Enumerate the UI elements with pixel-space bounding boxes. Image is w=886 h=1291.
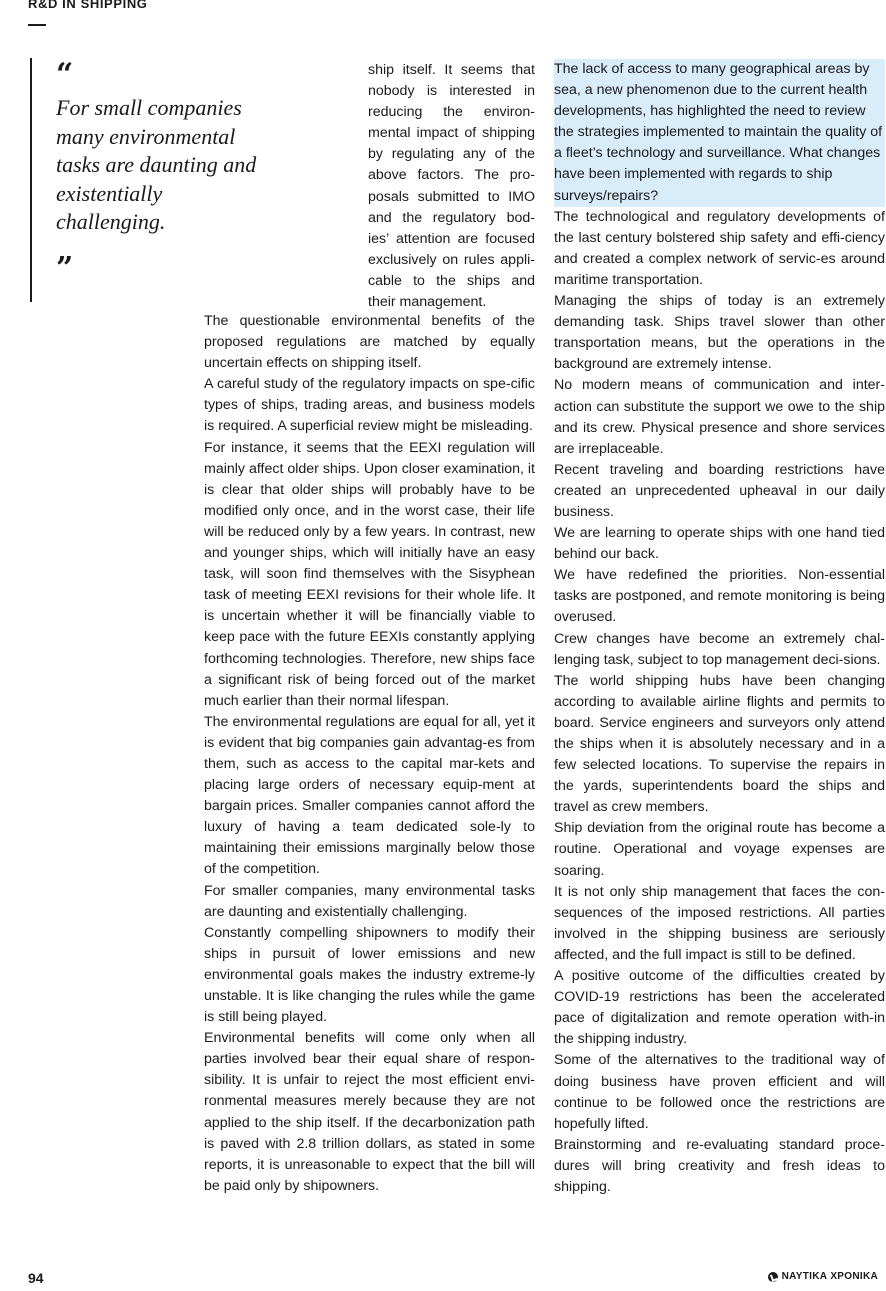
paragraph: ship itself. It seems that nobody is interested in reducing the environ-mental impact of shipping by regulating any of the above factors. The pro-posals submitted to IMO and the regulatory bod-ies’ attention are focused exclusively on rules appli-cable to the ships and their management. [368,62,535,311]
interview-question-text: The lack of access to many geographical areas by sea, a new phenomenon due to the current health developments, has highlighted the need to review the strategies implemented to maintain the quality of a fleet’s technology and surveillance. What changes have been implemented with regards to ship surveys/repairs? [554,61,883,204]
page-number: 94 [28,1270,44,1286]
pullquote [30,57,257,302]
paragraph: The world shipping hubs have been changing according to available airline flights and permits to board. Service engineers and surveyors only attend the ships when it is absolutely necessary and in a few selected locations. To supervise the repairs in the yards, superintendents board the ships and travel as crew members. [554,672,885,816]
paragraph: Managing the ships of today is an extremely demanding task. Ships travel slower than other transportation means, but the operations in the background are extremely intense. [554,293,885,373]
paragraph: No modern means of communication and inter-action can substitute the support we owe to the ship and its crew. Physical presence and shore services are irreplaceable. [554,377,885,457]
paragraph: The technological and regulatory developments of the last century bolstered ship safety and effi-ciency and created a complex network of servic-es around maritime transportation. [554,208,885,288]
paragraph: For smaller companies, many environmental tasks are daunting and existentially challenging. [204,882,535,920]
paragraph: Constantly compelling shipowners to modify their ships in pursuit of lower emissions and new environmental goals makes the industry extreme-ly unstable. It is like changing the rules while the game is still being played. [204,924,535,1026]
column-b [204,311,535,1197]
paragraph: Crew changes have become an extremely chal-lenging task, subject to top management deci-sions. [554,630,885,668]
publication-name: ΝΑΥΤΙΚΑ ΧΡΟΝΙΚΑ [781,1271,878,1282]
interview-question [554,59,885,207]
paragraph: The environmental regulations are equal for all, yet it is evident that big companies gain advantag-es from them, such as access to the capital mar-kets and placing large orders of necessary equip-ment at bargain prices. Smaller companies cannot afford the luxury of having a team dedicated sole-ly to maintaining their emissions marginally below those of the competition. [204,713,535,878]
paragraph: Recent traveling and boarding restrictions have created an unprecedented upheaval in our daily business. [554,461,885,520]
pullquote-text: For small companies many environmental tasks are daunting and existentially challenging. [56,95,257,234]
paragraph: The questionable environmental benefits of the proposed regulations are matched by equally uncertain effects on shipping itself. [204,313,535,372]
paragraph: We have redefined the priorities. Non-essential tasks are postponed, and remote monitoring is being overused. [554,567,885,626]
section-label: R&D IN SHIPPING [28,0,148,11]
publication-brand [768,1271,878,1282]
paragraph: A positive outcome of the difficulties created by COVID-19 restrictions has been the accelerated pace of digitalization and remote operation with-in the shipping industry. [554,968,885,1048]
paragraph: Ship deviation from the original route has become a routine. Operational and voyage expenses are soaring. [554,820,885,879]
paragraph: Brainstorming and re-evaluating standard proce-dures will bring creativity and fresh ideas to shipping. [554,1136,885,1195]
open-quote-mark: “ [56,57,74,92]
column-c [554,59,885,1198]
section-rule [28,24,46,26]
paragraph: We are learning to operate ships with one hand tied behind our back. [554,525,885,563]
paragraph: A careful study of the regulatory impacts on spe-cific types of ships, trading areas, and business models is required. A superficial review might be misleading. [204,376,535,435]
paragraph: Some of the alternatives to the traditional way of doing business have proven efficient and will continue to be followed once the restrictions are hopefully lifted. [554,1052,885,1132]
close-quote-mark: ” [56,251,74,286]
naftika-chronika-logo-icon [768,1272,778,1282]
paragraph: Environmental benefits will come only when all parties involved bear their equal share of respon-sibility. It is unfair to reject the most efficient envi-ronmental measures merely because they are not applied to the ship itself. If the decarbonization path is paved with 2.8 trillion dollars, as stated in some reports, it is unreasonable to expect that the bill will be paid only by shipowners. [204,1030,535,1194]
paragraph: It is not only ship management that faces the con-sequences of the imposed restrictions. All parties involved in the shipping business are seriously affected, and the full impact is still to be defined. [554,883,885,963]
column-a [368,60,535,313]
paragraph: For instance, it seems that the EEXI regulation will mainly affect older ships. Upon closer examination, it is clear that older ships will probably have to be modified only once, and in the worst case, their life will be reduced only by a few years. In contrast, new and younger ships, which will initially have an easy task, will soon find themselves with the Sisyphean task of meeting EEXI revisions for their whole life. It is uncertain whether it will be financially viable to keep pace with the future EEXIs constantly applying forthcoming technologies. Therefore, new ships face a significant risk of being forced out of the market much earlier than their normal lifespan. [204,439,535,709]
